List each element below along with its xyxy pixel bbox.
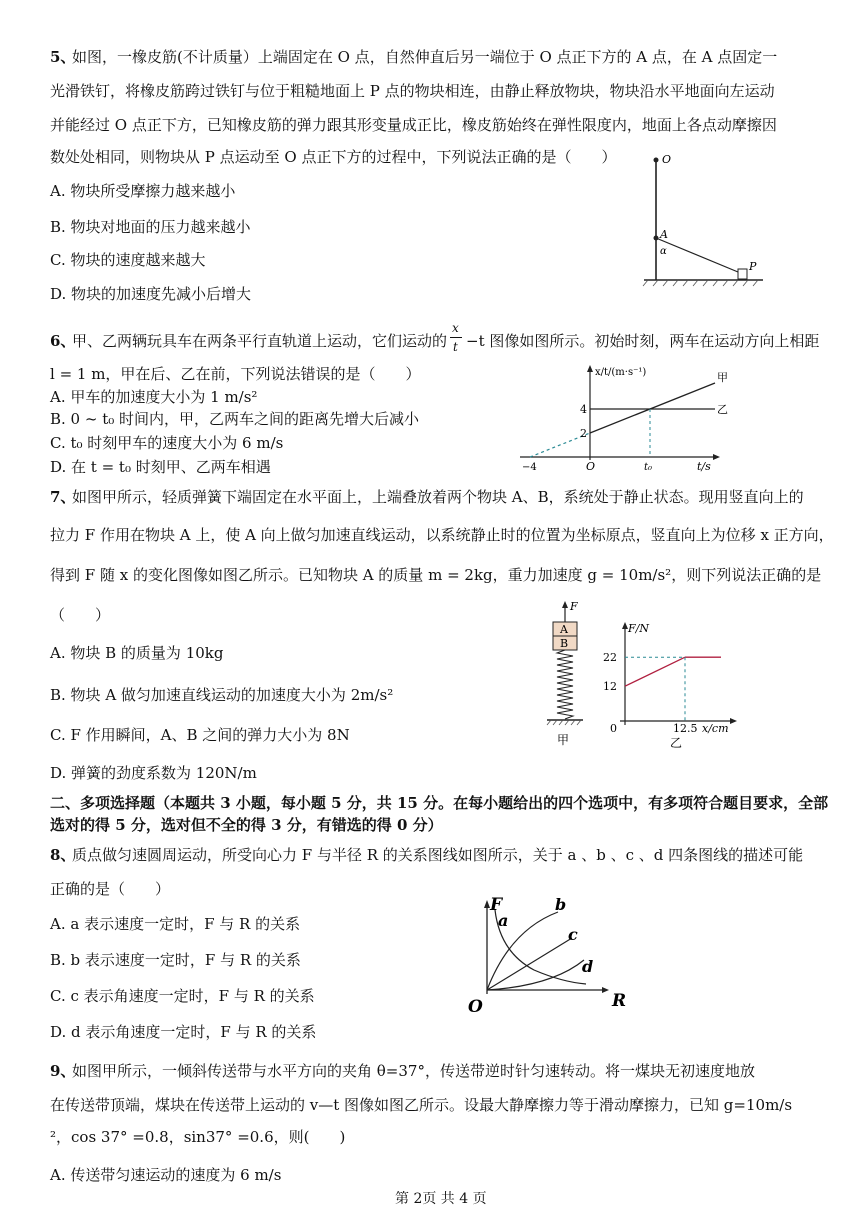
q7-ytick-22: 22	[603, 651, 617, 665]
q8-option-a: A. a 表示速度一定时，F 与 R 的关系	[50, 915, 301, 933]
q6-ytick-2: 2	[580, 427, 587, 440]
q7-y-label: F/N	[628, 622, 649, 635]
block-p	[738, 269, 747, 279]
q8-option-d: D. d 表示角速度一定时，F 与 R 的关系	[50, 1023, 317, 1041]
rubber-band-slant	[656, 238, 738, 272]
q8-label-a: a	[498, 911, 509, 930]
q9-text-line2: 在传送带顶端，煤块在传送带上运动的 v—t 图像如图乙所示。设最大静摩擦力等于滑动摩擦力，已知 g=10m/s	[50, 1096, 793, 1114]
label-p: P	[749, 260, 757, 273]
q7-x-arrow	[730, 718, 737, 724]
label-block-a: A	[560, 623, 568, 636]
q8-label-o: O	[468, 997, 483, 1017]
q6-xtick-t0: t₀	[644, 462, 653, 473]
q7-option-d: D. 弹簧的劲度系数为 120N/m	[50, 764, 257, 782]
q6-text-line2: l = 1 m，甲在后、乙在前，下列说法错误的是（ ）	[50, 365, 421, 383]
q7-text-line2: 拉力 F 作用在物块 A 上，使 A 向上做匀加速直线运动，以系统静止时的位置为坐标原点，竖直向上为位移 x 正方向，	[50, 526, 834, 544]
q7-f-rising-line	[625, 657, 685, 686]
q6-text-line1a: 甲、乙两辆玩具车在两条平行直轨道上运动，它们运动的	[72, 332, 448, 350]
q6-xtick-neg4: −4	[522, 462, 537, 473]
q7-text-line3: 得到 F 随 x 的变化图像如图乙所示。已知物块 A 的质量 m = 2kg，重力加速度 g = 10m/s²，则下列说法正确的是	[50, 566, 822, 584]
point-o-dot	[654, 158, 659, 163]
q7-text-line1: 如图甲所示，轻质弹簧下端固定在水平面上，上端叠放着两个物块 A、B，系统处于静止状态。现用竖直向上的	[72, 488, 804, 506]
q5-option-c: C. 物块的速度越来越大	[50, 251, 206, 269]
q9-text-line3: ²，cos 37° =0.8，sin37° =0.6，则( )	[50, 1128, 346, 1146]
q6-number: 6、	[50, 332, 76, 350]
q5-text-line3: 并能经过 O 点正下方，已知橡皮筋的弹力跟其形变量成正比，橡皮筋始终在弹性限度内，地面上各点动摩擦因	[50, 116, 777, 134]
ground-hatching	[643, 280, 758, 286]
q6-x-arrow	[713, 454, 720, 460]
q8-label-d: d	[582, 957, 594, 976]
q6-text-line1b: −t 图像如图所示。初始时刻，两车在运动方向上相距	[466, 332, 820, 350]
q6-option-b: B. 0 ~ t₀ 时间内，甲，乙两车之间的距离先增大后减小	[50, 410, 420, 428]
q7-xtick-12_5: 12.5	[673, 722, 698, 735]
q8-label-c: c	[568, 925, 578, 944]
section2-title-line1: 二、多项选择题（本题共 3 小题，每小题 5 分，共 15 分。在每小题给出的四个选项中，有多项符合题目要求，全部	[50, 794, 829, 812]
q5-number: 5、	[50, 48, 76, 66]
q8-label-b: b	[555, 895, 567, 914]
q6-x-label: t/s	[697, 460, 711, 473]
q8-figure	[462, 890, 632, 1015]
q7-option-a: A. 物块 B 的质量为 10kg	[50, 644, 224, 662]
q7-ytick-12: 12	[603, 680, 617, 694]
q9-text-line1: 如图甲所示，一倾斜传送带与水平方向的夹角 θ=37°，传送带逆时针匀速转动。将一煤块无初速度地放	[72, 1062, 755, 1080]
q8-curve-d	[487, 960, 584, 990]
q6-option-c: C. t₀ 时刻甲车的速度大小为 6 m/s	[50, 434, 284, 452]
label-f: F	[570, 600, 578, 613]
q5-figure	[638, 150, 768, 290]
label-alpha: α	[660, 246, 667, 257]
q7-chart-yi	[598, 615, 743, 750]
q6-frac-bar	[450, 337, 462, 338]
label-o: O	[662, 153, 672, 166]
q8-label-r: R	[612, 991, 627, 1011]
q6-series-label-yi: 乙	[717, 403, 728, 416]
q7-figure-jia	[535, 600, 595, 748]
q8-label-f: F	[490, 895, 503, 915]
q9-option-a: A. 传送带匀速运动的速度为 6 m/s	[50, 1166, 282, 1184]
q5-option-b: B. 物块对地面的压力越来越小	[50, 218, 251, 236]
q6-series-label-jia: 甲	[717, 371, 728, 384]
q7-option-c: C. F 作用瞬间，A、B 之间的弹力大小为 8N	[50, 726, 350, 744]
spring	[557, 650, 573, 719]
q7-number: 7、	[50, 488, 76, 506]
q7-x-label: x/cm	[702, 722, 729, 735]
q6-frac-num: x	[452, 321, 459, 335]
q5-option-d: D. 物块的加速度先减小后增大	[50, 285, 252, 303]
q5-option-a: A. 物块所受摩擦力越来越小	[50, 182, 236, 200]
q7-caption-yi: 乙	[670, 736, 683, 750]
q8-option-b: B. b 表示速度一定时，F 与 R 的关系	[50, 951, 301, 969]
section2-title-line2: 选对的得 5 分，选对但不全的得 3 分，有错选的得 0 分）	[50, 816, 443, 834]
q8-option-c: C. c 表示角速度一定时，F 与 R 的关系	[50, 987, 315, 1005]
q6-option-a: A. 甲车的加速度大小为 1 m/s²	[50, 388, 258, 406]
q8-r-arrow	[602, 987, 609, 993]
q5-text-line2: 光滑铁钉，将橡皮筋跨过铁钉与位于粗糙地面上 P 点的物块相连，由静止释放物块，物块沿水平地面向左运动	[50, 82, 775, 100]
q6-xtick-origin: O	[586, 460, 596, 473]
q6-y-label: x/t/(m·s⁻¹)	[595, 367, 647, 378]
q6-option-d: D. 在 t = t₀ 时刻甲、乙两车相遇	[50, 458, 271, 476]
label-block-b: B	[560, 637, 569, 650]
q5-text-line4: 数处处相同，则物块从 P 点运动至 O 点正下方的过程中，下列说法正确的是（ ）	[50, 148, 617, 166]
q6-y-arrow	[587, 365, 593, 372]
q9-number: 9、	[50, 1062, 76, 1080]
q7-caption-jia: 甲	[557, 733, 570, 747]
page-footer: 第 2页 共 4 页	[395, 1191, 487, 1207]
q7-text-line4: （ ）	[50, 606, 111, 624]
q8-text-line1: 质点做匀速圆周运动，所受向心力 F 与半径 R 的关系图线如图所示，关于 a 、b 、c 、d 四条图线的描述可能	[72, 846, 804, 864]
label-a: A	[660, 228, 668, 241]
force-f-arrowhead	[562, 601, 568, 608]
q5-text-line1: 如图，一橡皮筋(不计质量）上端固定在 O 点，自然伸直后另一端位于 O 点正下方的 A 点，在 A 点固定一	[72, 48, 778, 66]
q7-xtick-0: 0	[610, 722, 617, 735]
q7-option-b: B. 物块 A 做匀加速直线运动的加速度大小为 2m/s²	[50, 686, 394, 704]
q8-number: 8、	[50, 846, 76, 864]
q8-text-line2: 正确的是（ ）	[50, 880, 171, 898]
q6-chart	[515, 360, 728, 475]
q6-jia-line	[590, 383, 715, 433]
q6-ytick-4: 4	[580, 403, 587, 416]
q6-frac-den: t	[453, 340, 458, 354]
